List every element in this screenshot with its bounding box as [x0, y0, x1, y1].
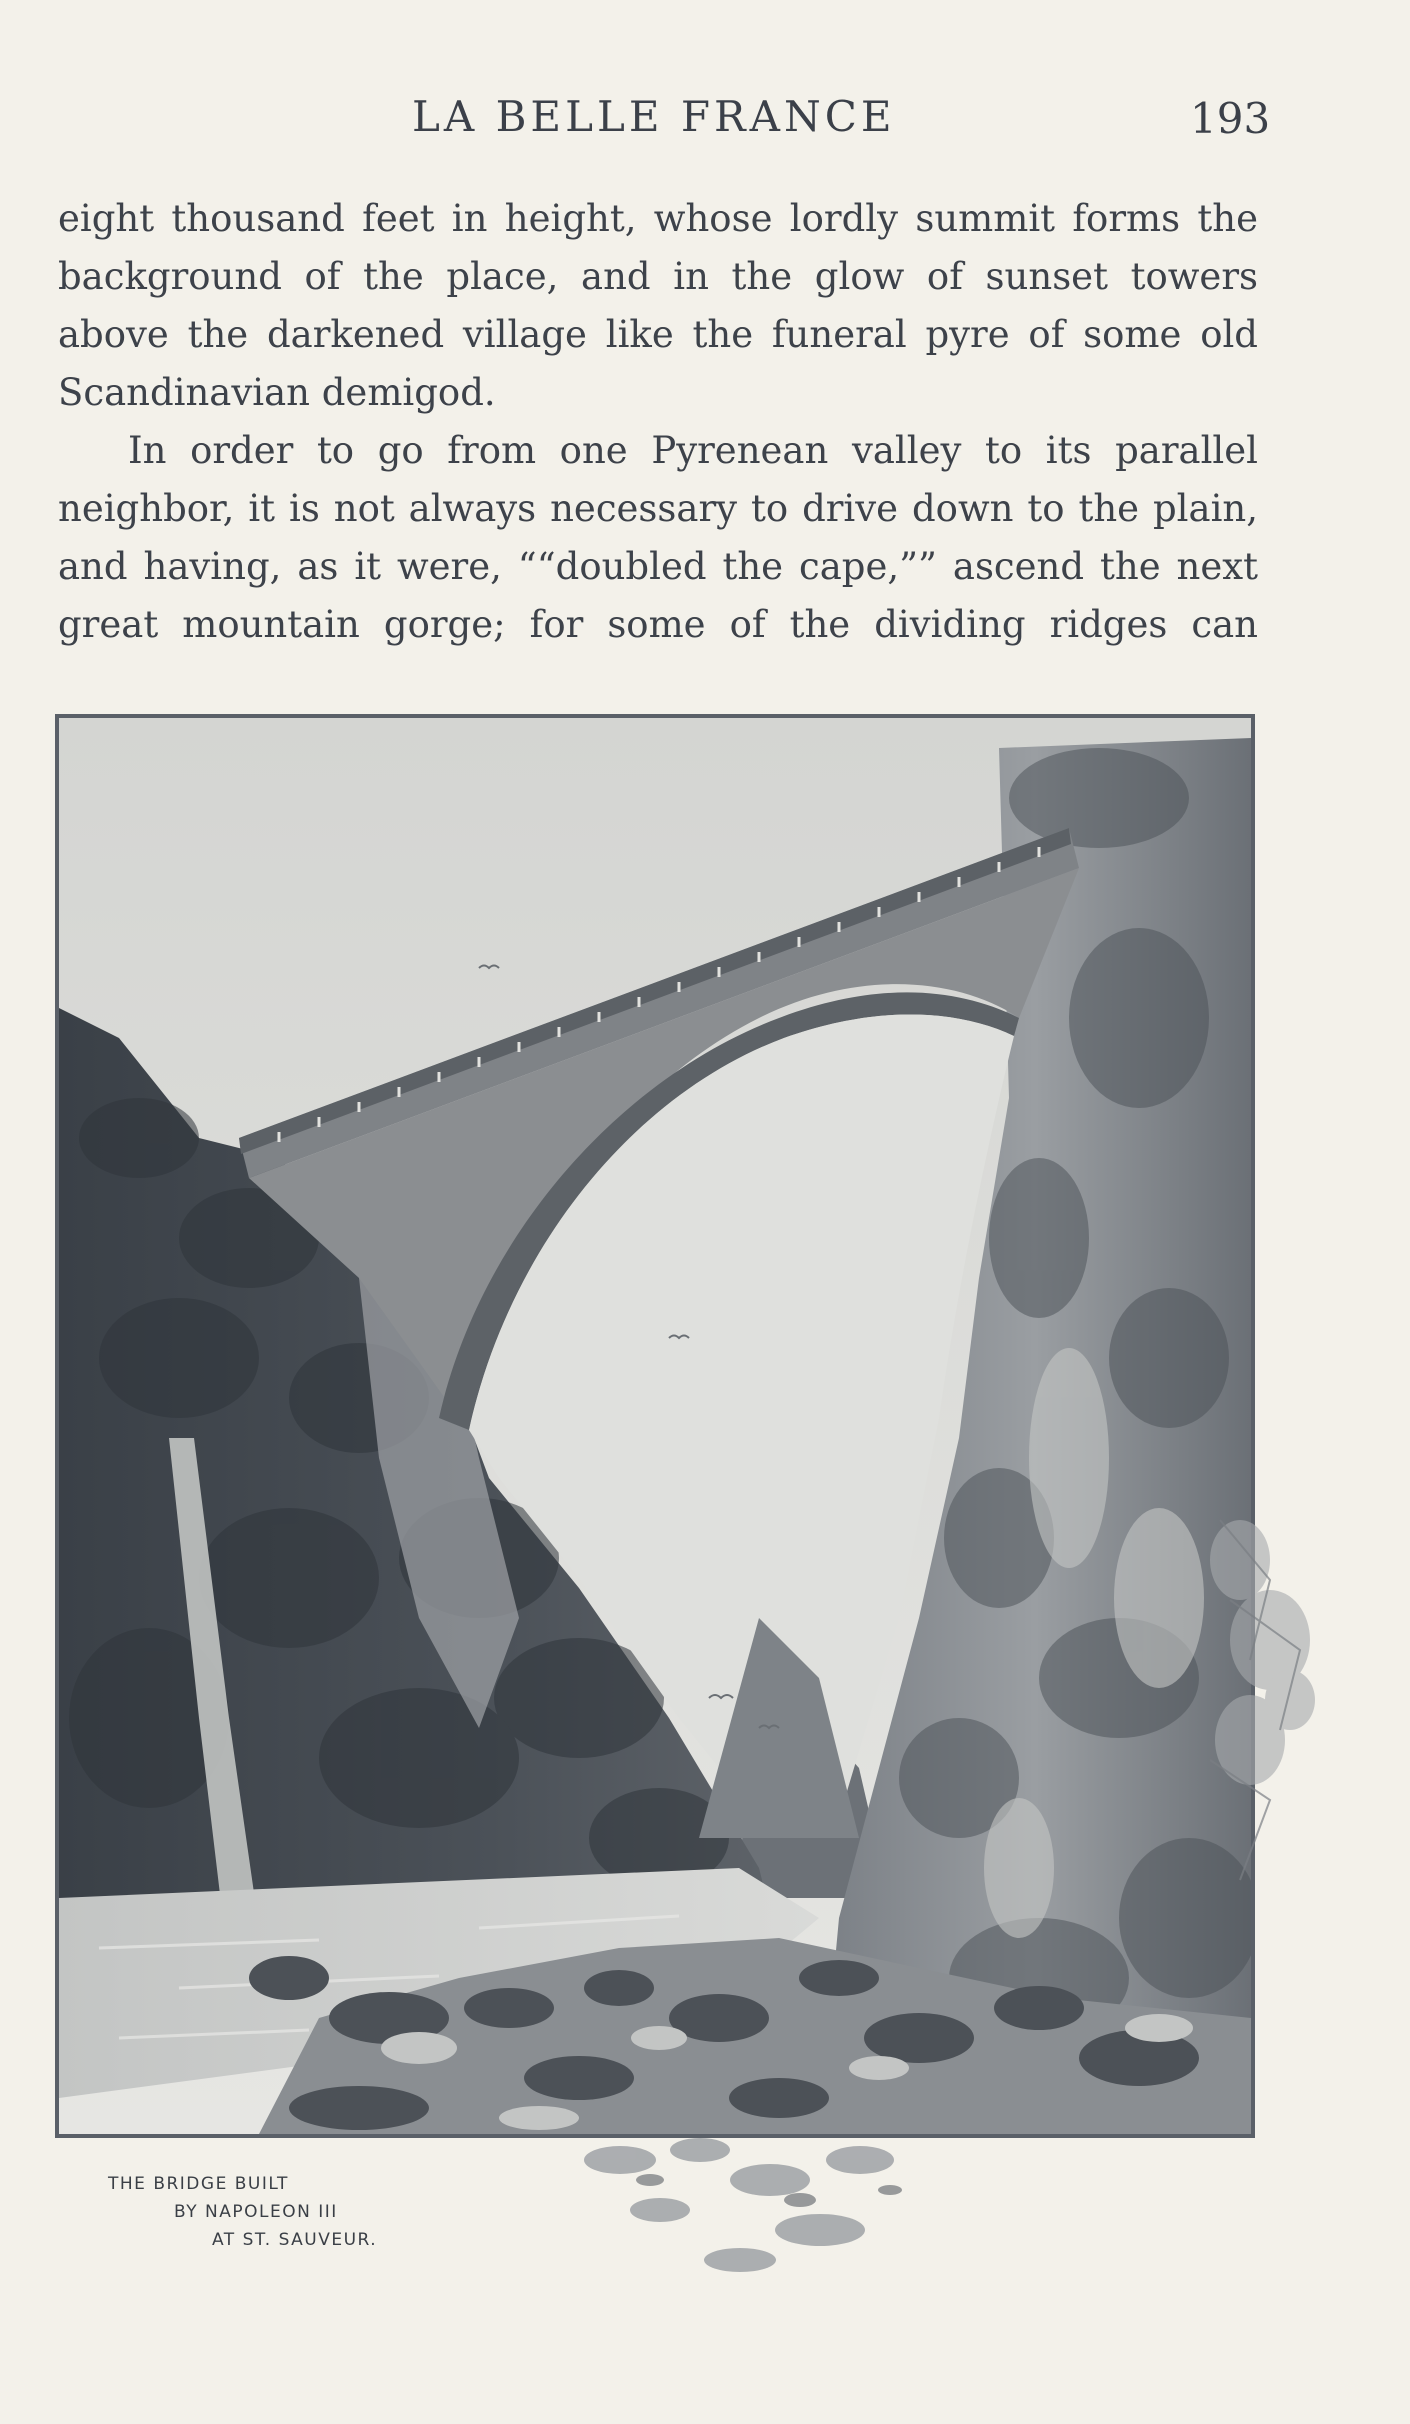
- text-line: neighbor, it is not always necessary to drive down to the plain,: [58, 487, 1258, 530]
- rubble-vignette: [560, 2120, 980, 2300]
- text-line: above the darkened village like the funeral pyre of some old: [58, 313, 1258, 356]
- running-head: [0, 92, 1410, 152]
- text-line: great mountain gorge; for some of the dividing ridges can: [58, 603, 1258, 646]
- text-line: Scandinavian demigod.: [58, 371, 496, 414]
- foliage-vignette: [1210, 1500, 1370, 1920]
- bridge-photograph-illustration: [59, 718, 1251, 2134]
- text-line: background of the place, and in the glow of sunset towers: [58, 255, 1258, 298]
- caption-line: AT ST. SAUVEUR.: [212, 2230, 378, 2250]
- caption-line: BY NAPOLEON III: [174, 2202, 338, 2222]
- body-text: [58, 190, 1258, 654]
- caption-line: THE BRIDGE BUILT: [108, 2174, 289, 2194]
- running-title: LA BELLE FRANCE: [412, 92, 896, 141]
- text-line: In order to go from one Pyrenean valley to its parallel: [128, 429, 1258, 472]
- bridge-photograph: [55, 714, 1255, 2138]
- plate-caption: [108, 2170, 377, 2254]
- text-line: eight thousand feet in height, whose lordly summit forms the: [58, 197, 1258, 240]
- page-number: 193: [1190, 94, 1271, 143]
- text-line: and having, as it were, ““doubled the cape,”” ascend the next: [58, 545, 1258, 588]
